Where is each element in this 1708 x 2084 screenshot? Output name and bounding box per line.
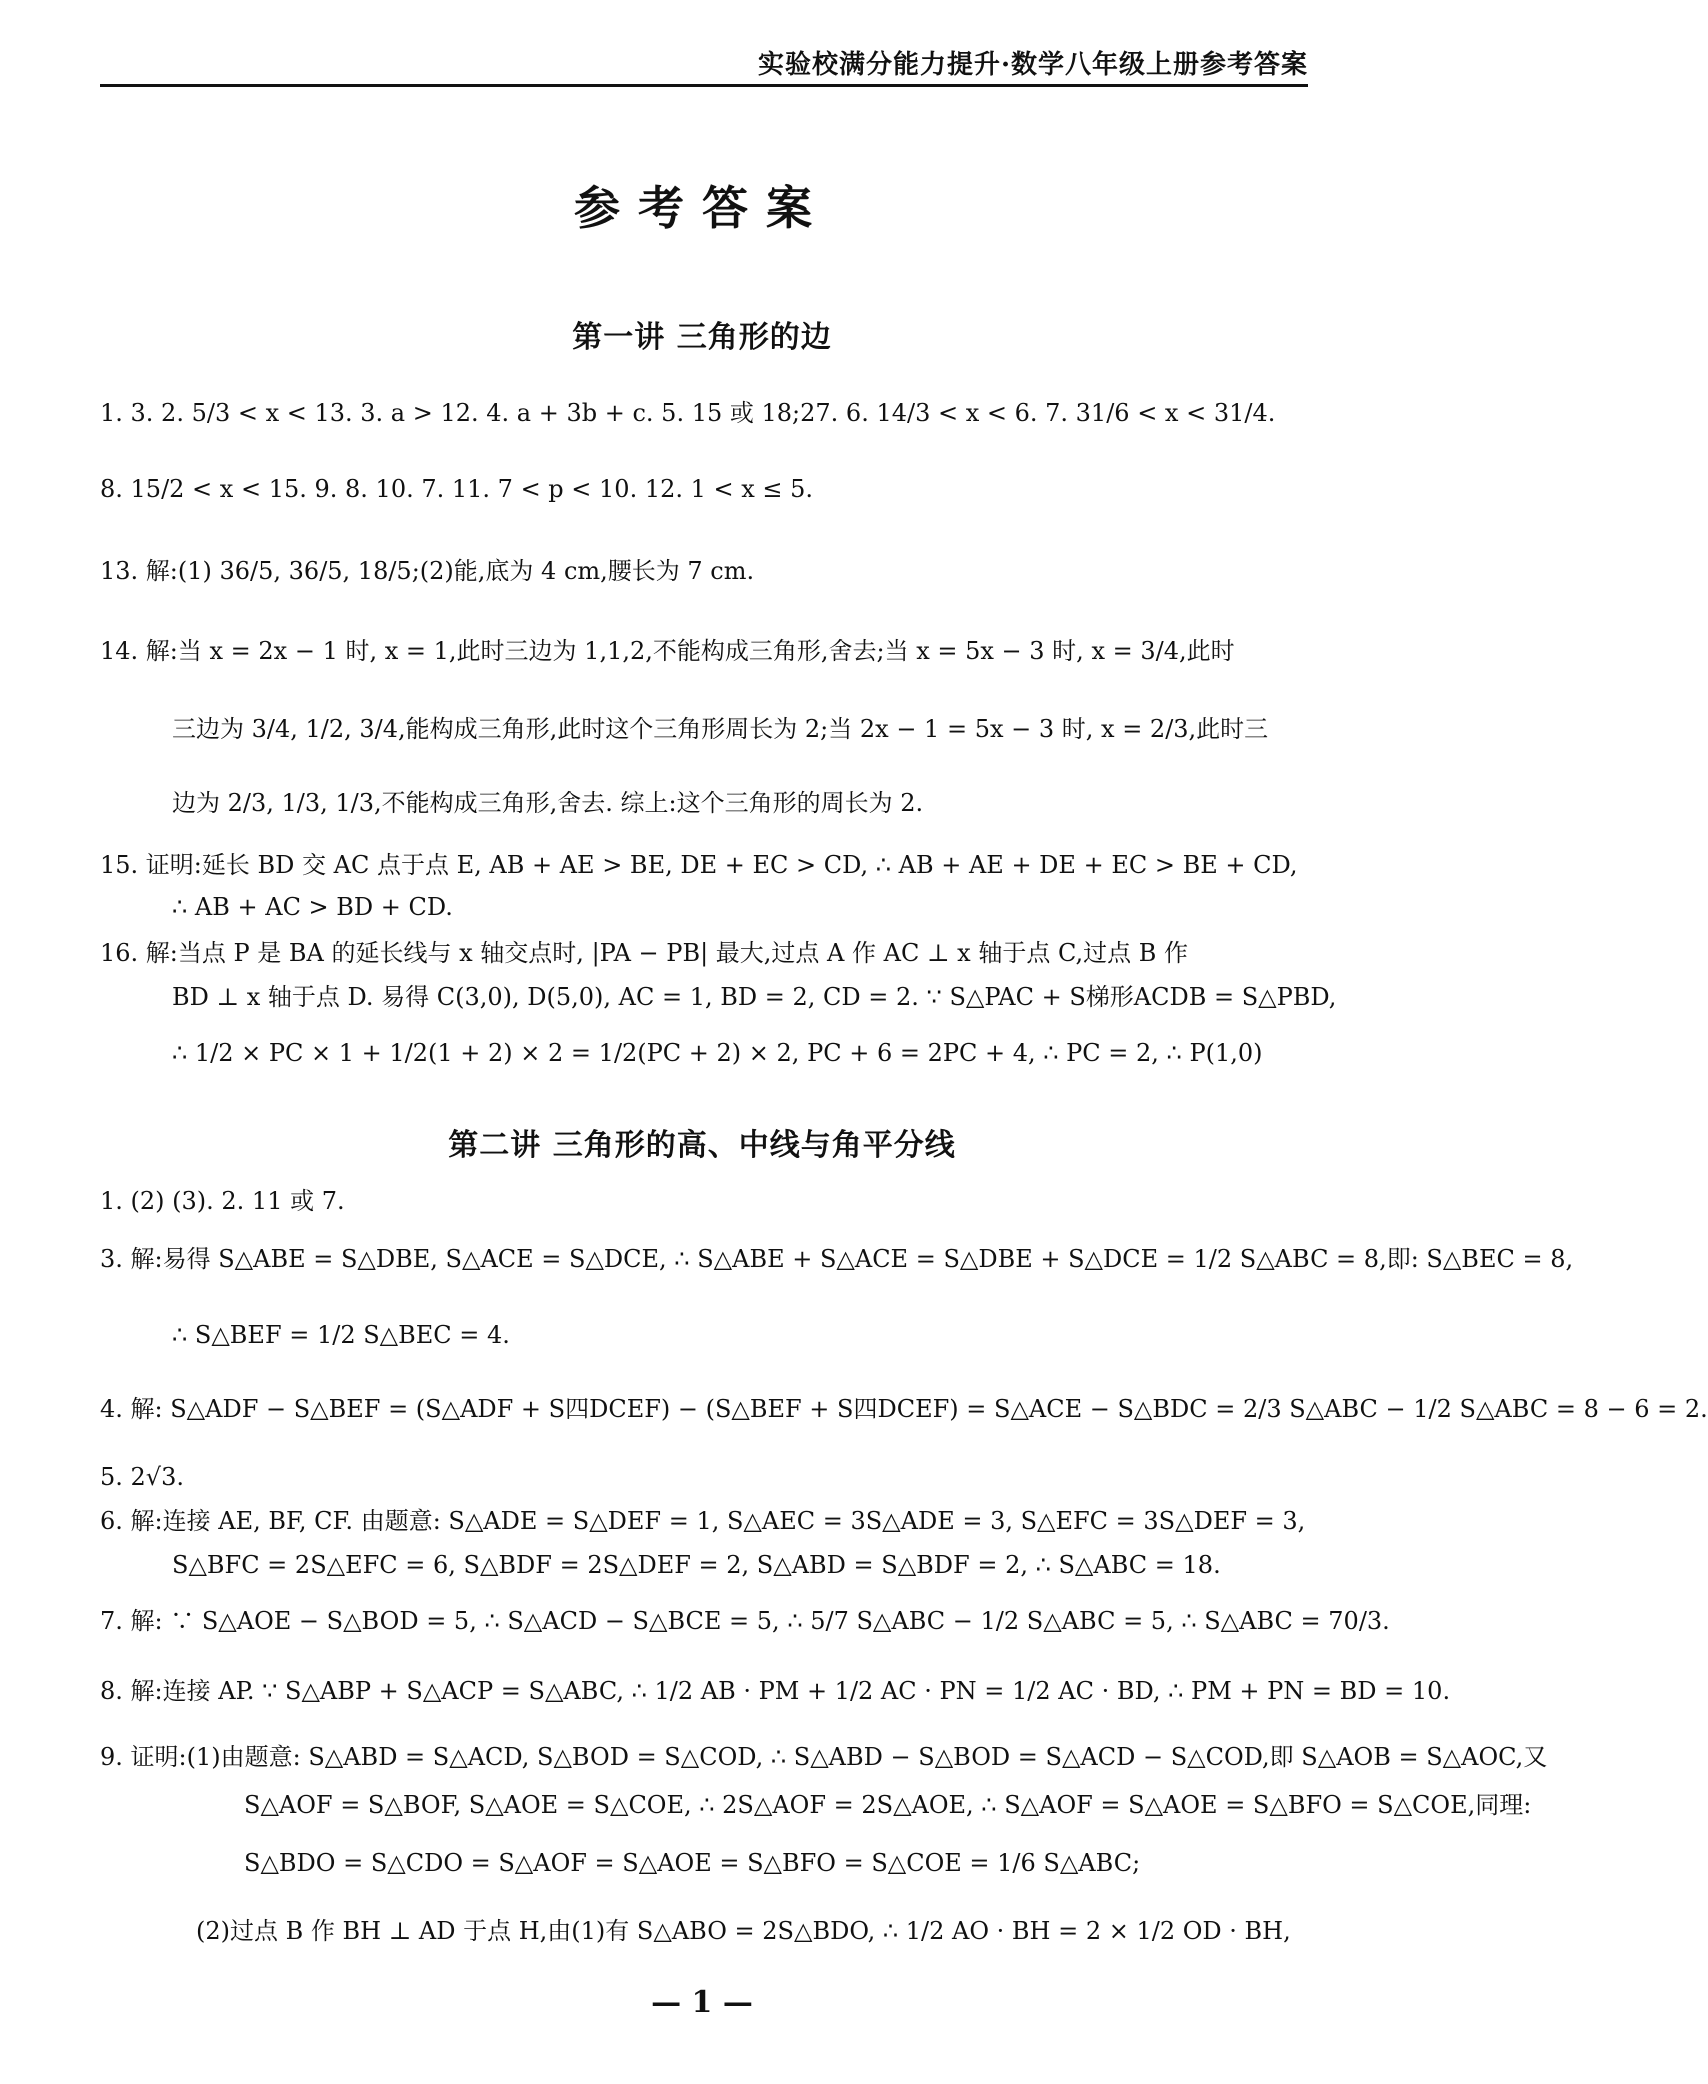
answer-line: 1. 3. 2. 5/3 < x < 13. 3. a > 12. 4. a + 3b + c. 5. 15 或 18;27. 6. 14/3 < x < 6. 7. 31/6 < x < 31/4.	[100, 399, 1276, 427]
answer-line: ∴ 1/2 × PC × 1 + 1/2(1 + 2) × 2 = 1/2(PC + 2) × 2, PC + 6 = 2PC + 4, ∴ PC = 2, ∴ P(1,0)	[172, 1039, 1263, 1067]
answer-line: ∴ AB + AC > BD + CD.	[172, 893, 453, 921]
answer-line: 三边为 3/4, 1/2, 3/4,能构成三角形,此时这个三角形周长为 2;当 2x − 1 = 5x − 3 时, x = 2/3,此时三	[172, 715, 1269, 743]
answer-line: 5. 2√3.	[100, 1463, 184, 1491]
answer-line: 13. 解:(1) 36/5, 36/5, 18/5;(2)能,底为 4 cm,腰长为 7 cm.	[100, 557, 755, 585]
answer-line: 8. 解:连接 AP. ∵ S△ABP + S△ACP = S△ABC, ∴ 1/2 AB · PM + 1/2 AC · PN = 1/2 AC · BD, ∴ PM + PN = BD = 10.	[100, 1677, 1451, 1705]
document-title: 参考答案	[574, 181, 830, 235]
answer-line: 16. 解:当点 P 是 BA 的延长线与 x 轴交点时, |PA − PB| 最大,过点 A 作 AC ⊥ x 轴于点 C,过点 B 作	[100, 939, 1188, 967]
answer-line: S△AOF = S△BOF, S△AOE = S△COE, ∴ 2S△AOF = 2S△AOE, ∴ S△AOF = S△AOE = S△BFO = S△COE,同理:	[244, 1791, 1532, 1819]
section-title-1: 第一讲 三角形的边	[572, 320, 832, 355]
running-title: 实验校满分能力提升·数学八年级上册参考答案	[757, 50, 1308, 80]
answer-line: 15. 证明:延长 BD 交 AC 点于点 E, AB + AE > BE, DE + EC > CD, ∴ AB + AE + DE + EC > BE + CD,	[100, 851, 1298, 879]
answer-line: 边为 2/3, 1/3, 1/3,不能构成三角形,舍去. 综上:这个三角形的周长为 2.	[172, 789, 924, 817]
answer-line: 9. 证明:(1)由题意: S△ABD = S△ACD, S△BOD = S△COD, ∴ S△ABD − S△BOD = S△ACD − S△COD,即 S△AOB = S△AOC,又	[100, 1743, 1548, 1771]
section-title-2: 第二讲 三角形的高、中线与角平分线	[448, 1128, 956, 1163]
answer-line: 14. 解:当 x = 2x − 1 时, x = 1,此时三边为 1,1,2,不能构成三角形,舍去;当 x = 5x − 3 时, x = 3/4,此时	[100, 637, 1235, 665]
answer-line: ∴ S△BEF = 1/2 S△BEC = 4.	[172, 1321, 510, 1349]
answer-line: S△BFC = 2S△EFC = 6, S△BDF = 2S△DEF = 2, S△ABD = S△BDF = 2, ∴ S△ABC = 18.	[172, 1551, 1221, 1579]
answer-line: S△BDO = S△CDO = S△AOF = S△AOE = S△BFO = S△COE = 1/6 S△ABC;	[244, 1849, 1141, 1877]
answer-line: 6. 解:连接 AE, BF, CF. 由题意: S△ADE = S△DEF = 1, S△AEC = 3S△ADE = 3, S△EFC = 3S△DEF = 3,	[100, 1507, 1306, 1535]
answer-line: (2)过点 B 作 BH ⊥ AD 于点 H,由(1)有 S△ABO = 2S△BDO, ∴ 1/2 AO · BH = 2 × 1/2 OD · BH,	[196, 1917, 1291, 1945]
answer-line: BD ⊥ x 轴于点 D. 易得 C(3,0), D(5,0), AC = 1, BD = 2, CD = 2. ∵ S△PAC + S梯形ACDB = S△PBD,	[172, 983, 1337, 1011]
answer-line: 3. 解:易得 S△ABE = S△DBE, S△ACE = S△DCE, ∴ S△ABE + S△ACE = S△DBE + S△DCE = 1/2 S△ABC = 8,即: S△BEC = 8,	[100, 1245, 1574, 1273]
answer-line: 7. 解: ∵ S△AOE − S△BOD = 5, ∴ S△ACD − S△BCE = 5, ∴ 5/7 S△ABC − 1/2 S△ABC = 5, ∴ S△ABC = 70/3.	[100, 1607, 1390, 1635]
answer-line: 4. 解: S△ADF − S△BEF = (S△ADF + S四DCEF) − (S△BEF + S四DCEF) = S△ACE − S△BDC = 2/3 S△ABC − 1/2 S△ABC = 8 − 6 = 2.	[100, 1395, 1708, 1423]
answer-line: 8. 15/2 < x < 15. 9. 8. 10. 7. 11. 7 < p < 10. 12. 1 < x ≤ 5.	[100, 475, 814, 503]
page-number: — 1 —	[651, 1985, 753, 2020]
running-header	[100, 38, 1308, 87]
answer-line: 1. (2) (3). 2. 11 或 7.	[100, 1187, 345, 1215]
